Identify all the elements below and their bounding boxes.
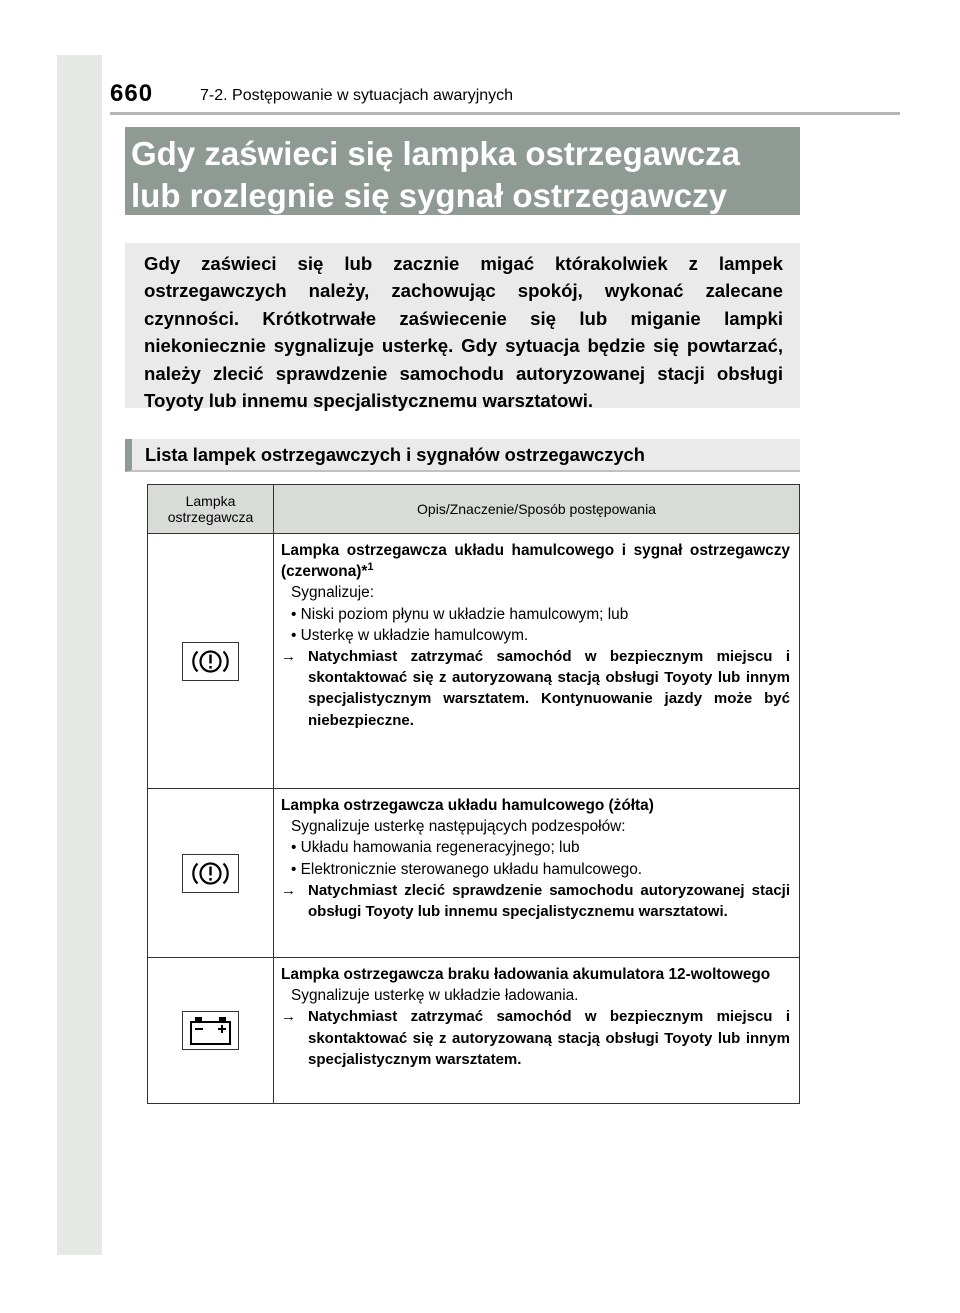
lamp-action — [281, 880, 790, 922]
column-header-lamp: Lampka ostrzegawcza — [148, 485, 274, 534]
lamp-intro: Sygnalizuje usterkę następujących podzespołów: — [291, 818, 626, 836]
lamp-cell — [148, 534, 274, 789]
lamp-title: Lampka ostrzegawcza braku ładowania akumulatora 12-woltowego — [281, 966, 771, 983]
lamp-bullet: • Usterkę w układzie hamulcowym. — [291, 626, 529, 644]
page-header — [110, 76, 900, 116]
lamp-cell — [148, 958, 274, 1104]
arrow-icon: → — [281, 648, 296, 666]
lamp-title: Lampka ostrzegawcza układu hamulcowego (żółta) — [281, 797, 654, 814]
page-title-line-1: Gdy zaświeci się lampka ostrzegawcza — [131, 135, 740, 172]
header-divider — [110, 112, 900, 115]
brake-warning-icon — [182, 854, 239, 893]
table-header-row — [148, 485, 800, 534]
lamp-title: Lampka ostrzegawcza układu hamulcowego i sygnał ostrzegawczy (czerwona)*$^1$ — [281, 542, 790, 581]
lamp-bullet: • Układu hamowania regeneracyjnego; lub — [291, 839, 580, 857]
table-row — [148, 534, 800, 789]
lamp-action — [281, 646, 790, 731]
brake-warning-icon — [182, 642, 239, 681]
lamp-action-text: Natychmiast zlecić sprawdzenie samochodu autoryzowanej stacji obsługi Toyoty lub innemu specjalistycznemu warsztatowi. — [308, 881, 790, 921]
page-number: 660 — [110, 80, 154, 107]
chapter-title: 7-2. Postępowanie w sytuacjach awaryjnych — [200, 87, 514, 104]
page-title-line-2: lub rozlegnie się sygnał ostrzegawczy — [131, 177, 728, 214]
lamp-action-text: Natychmiast zatrzymać samochód w bezpiecznym miejscu i skontaktować się z autoryzowaną stacją obsługi Toyoty lub innym specjalistycznym warsztatem. Kontynuowanie jazdy może być niebezpieczne. — [308, 648, 790, 729]
lamp-intro: Sygnalizuje usterkę w układzie ładowania. — [291, 987, 579, 1005]
lamp-cell — [148, 789, 274, 958]
table-row — [148, 789, 800, 958]
lamp-bullet: • Elektronicznie sterowanego układu hamulcowego. — [291, 860, 643, 878]
table-row — [148, 958, 800, 1104]
warning-lamps-table — [147, 484, 800, 1104]
battery-icon — [182, 1011, 239, 1050]
lamp-intro: Sygnalizuje: — [291, 584, 374, 602]
page-title — [125, 127, 800, 215]
side-tab-strip — [57, 55, 102, 1255]
lamp-action-text: Natychmiast zatrzymać samochód w bezpiecznym miejscu i skontaktować się z autoryzowaną stacją obsługi Toyoty lub innym specjalistycznym warsztatem. — [308, 1008, 790, 1068]
section-heading: Lista lampek ostrzegawczych i sygnałów ostrzegawczych — [125, 439, 800, 472]
lamp-bullet: • Niski poziom płynu w układzie hamulcowym; lub — [291, 605, 629, 623]
arrow-icon: → — [281, 1008, 296, 1026]
description-cell — [274, 534, 800, 789]
intro-paragraph: Gdy zaświeci się lub zacznie migać którakolwiek z lampek ostrzegawczych należy, zachowując spokój, wykonać zalecane czynności. Krótkotrwałe zaświecenie się lub miganie lampki niekoniecznie sygnalizuje usterkę. Gdy sytuacja będzie się powtarzać, należy zlecić sprawdzenie samochodu autoryzowanej stacji obsługi Toyoty lub innemu specjalistycznemu warsztatowi. — [125, 243, 800, 408]
description-cell — [274, 789, 800, 958]
arrow-icon: → — [281, 881, 296, 899]
column-header-description: Opis/Znaczenie/Sposób postępowania — [274, 485, 800, 534]
description-cell — [274, 958, 800, 1104]
lamp-action — [281, 1006, 790, 1070]
